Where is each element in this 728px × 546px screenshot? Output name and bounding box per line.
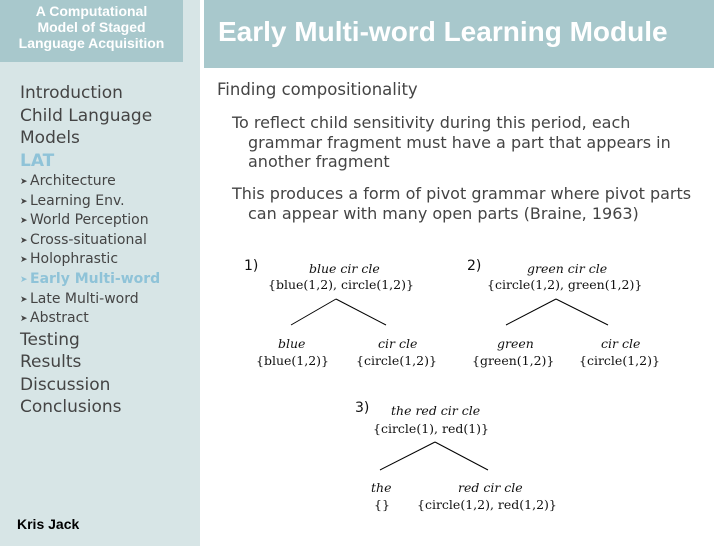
tree3-left-branch	[380, 442, 435, 470]
arrow-right-icon: ➤	[20, 274, 28, 285]
paragraph-line: This produces a form of pivot grammar where pivot parts	[232, 184, 692, 203]
tree3-root-label: the red cir cle	[391, 403, 481, 418]
tree1-left-branch	[291, 299, 336, 325]
nav-item-discussion[interactable]: Discussion	[20, 374, 111, 395]
nav-subitem-label: Late Multi-word	[30, 290, 139, 307]
tree2-right-meaning: {circle(1,2)}	[579, 353, 660, 368]
nav-subitem-label: Holophrastic	[30, 251, 119, 268]
nav-subitem-label: Learning Env.	[30, 192, 125, 209]
nav-subitem-label: Abstract	[30, 310, 89, 327]
tree1-right-meaning: {circle(1,2)}	[356, 353, 437, 368]
nav-item-child-language[interactable]: Child Language	[20, 105, 153, 126]
nav-subitem-label: World Perception	[30, 212, 149, 229]
tree2-number: 2)	[467, 258, 482, 274]
tree1-right-label: cir cle	[378, 336, 418, 351]
arrow-right-icon: ➤	[20, 294, 28, 305]
nav-item-lat[interactable]: LAT	[20, 150, 55, 171]
tree1-right-branch	[336, 299, 386, 325]
slide-title: Early Multi-word Learning Module	[218, 16, 668, 47]
tree2-left-branch	[506, 299, 556, 325]
tree3-number: 3)	[355, 400, 370, 416]
nav-item-testing[interactable]: Testing	[20, 329, 80, 350]
arrow-right-icon: ➤	[20, 255, 28, 266]
tree3-right-meaning: {circle(1,2), red(1,2)}	[417, 497, 557, 512]
nav-item-models[interactable]: Models	[20, 128, 80, 148]
tree3-root-meaning: {circle(1), red(1)}	[373, 421, 490, 436]
tree3-left-meaning: {}	[374, 497, 390, 512]
presentation-title-line: Model of Staged	[37, 19, 146, 35]
tree2-right-branch	[556, 299, 608, 325]
tree3-right-label: red cir cle	[458, 480, 523, 495]
nav-item-conclusions[interactable]: Conclusions	[20, 397, 122, 418]
arrow-right-icon: ➤	[20, 177, 28, 187]
paragraph-line: To reflect child sensitivity during this period, each	[232, 113, 631, 132]
tree3-right-branch	[435, 442, 488, 470]
presentation-title-line: Language Acquisition	[18, 35, 165, 51]
nav-subitem-label: Architecture	[30, 173, 116, 189]
paragraph-line: grammar fragment must have a part that appears in	[248, 132, 671, 152]
nav-subitem-label: Cross-situational	[30, 231, 147, 248]
arrow-right-icon: ➤	[20, 196, 28, 207]
author-name: Kris Jack	[17, 516, 80, 532]
tree2-left-label: green	[497, 336, 534, 351]
nav-item-introduction[interactable]: Introduction	[20, 83, 123, 103]
paragraph-line: can appear with many open parts (Braine, 1963)	[248, 203, 639, 223]
tree1-left-label: blue	[278, 336, 306, 351]
tree1-left-meaning: {blue(1,2)}	[256, 353, 329, 368]
tree2-left-meaning: {green(1,2)}	[472, 353, 555, 368]
tree2-root-meaning: {circle(1,2), green(1,2)}	[487, 277, 643, 292]
presentation-title-line: A Computational	[35, 3, 148, 19]
nav-item-results[interactable]: Results	[20, 352, 82, 373]
arrow-right-icon: ➤	[20, 235, 28, 246]
tree2-root-label: green cir cle	[527, 261, 608, 276]
tree3-left-label: the	[371, 480, 392, 495]
tree2-right-label: cir cle	[601, 336, 641, 351]
tree1-root-meaning: {blue(1,2), circle(1,2)}	[268, 277, 414, 292]
paragraph-line: another fragment	[248, 152, 390, 171]
section-title: Finding compositionality	[217, 80, 418, 99]
tree1-root-label: blue cir cle	[309, 261, 380, 276]
nav-subitem-label: Early Multi-word	[30, 270, 161, 287]
tree1-number: 1)	[244, 258, 259, 274]
arrow-right-icon: ➤	[20, 216, 28, 227]
arrow-right-icon: ➤	[20, 314, 28, 325]
